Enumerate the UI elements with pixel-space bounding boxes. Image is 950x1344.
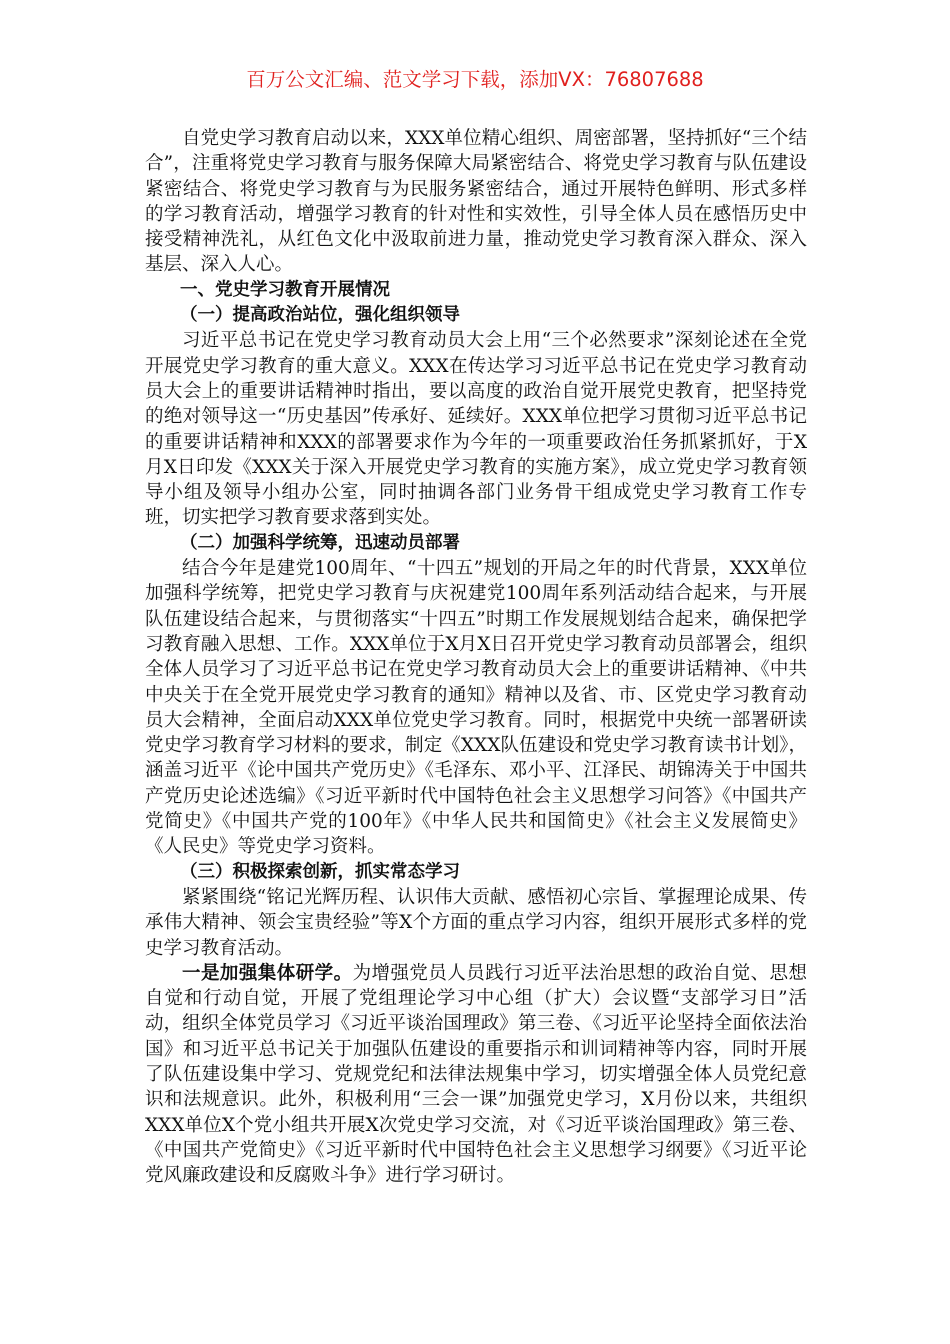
download-banner: 百万公文汇编、范文学习下载，添加VX：76807688 [246, 68, 704, 91]
paragraph-1: 习近平总书记在党史学习教育动员大会上用“三个必然要求”深刻论述在全党开展党史学习教育的重大意义。XXX在传达学习习近平总书记在党史学习教育动员大会上的重要讲话精神时指出，要以高度的政治自觉开展党史教育，把坚持党的绝对领导这一“历史基因”传承好、延续好。XXX单位把学习贯彻习近平总书记的重要讲话精神和XXX的部署要求作为今年的一项重要政治任务抓紧抓好，于X月X日印发《XXX关于深入开展党史学习教育的实施方案》，成立党史学习教育领导小组及领导小组办公室，同时抽调各部门业务骨干组成党史学习教育工作专班，切实把学习教育要求落到实处。 [145, 330, 807, 529]
paragraph-4 [145, 961, 807, 1189]
document-body [145, 126, 807, 1188]
subsection-heading-1: （一）提高政治站位，强化组织领导 [180, 305, 460, 326]
paragraph-4-text: 为增强党员人员践行习近平法治思想的政治自觉、思想自觉和行动自觉，开展了党组理论学习中心组（扩大）会议暨“支部学习日”活动，组织全体党员学习《习近平谈治国理政》第三卷、《习近平论坚持全面依法治国》和习近平总书记关于加强队伍建设的重要指示和训词精神等内容，同时开展了队伍建设集中学习、党规党纪和法律法规集中学习，切实增强全体人员党纪意识和法规意识。此外，积极利用“三会一课”加强党史学习，X月份以来，共组织XXX单位X个党小组共开展X次党史学习交流，对《习近平谈治国理政》第三卷、《中国共产党简史》《习近平新时代中国特色社会主义思想学习纲要》《习近平论党风廉政建设和反腐败斗争》进行学习研讨。 [145, 962, 807, 1187]
section-heading: 一、党史学习教育开展情况 [180, 279, 390, 300]
subsection-heading-3: （三）积极探索创新，抓实常态学习 [180, 861, 460, 882]
paragraph-3: 紧紧围绕“铭记光辉历程、认识伟大贡献、感悟初心宗旨、掌握理论成果、传承伟大精神、领会宝贵经验”等X个方面的重点学习内容，组织开展形式多样的党史学习教育活动。 [145, 886, 807, 959]
intro-paragraph: 自党史学习教育启动以来，XXX单位精心组织、周密部署，坚持抓好“三个结合”，注重将党史学习教育与服务保障大局紧密结合、将党史学习教育与队伍建设紧密结合、将党史学习教育与为民服务紧密结合，通过开展特色鲜明、形式多样的学习教育活动，增强学习教育的针对性和实效性，引导全体人员在感悟历史中接受精神洗礼，从红色文化中汲取前进力量，推动党史学习教育深入群众、深入基层、深入人心。 [145, 128, 807, 276]
paragraph-2: 结合今年是建党100周年、“十四五”规划的开局之年的时代背景，XXX单位加强科学统筹，把党史学习教育与庆祝建党100周年系列活动结合起来，与开展队伍建设结合起来，与贯彻落实“十四五”时期工作发展规划结合起来，确保把学习教育融入思想、工作。XXX单位于X月X日召开党史学习教育动员部署会，组织全体人员学习了习近平总书记在党史学习教育动员大会上的重要讲话精神、《中共中央关于在全党开展党史学习教育的通知》精神以及省、市、区党史学习教育动员大会精神，全面启动XXX单位党史学习教育。同时，根据党中央统一部署研读党史学习教育学习材料的要求，制定《XXX队伍建设和党史学习教育读书计划》，涵盖习近平《论中国共产党历史》《毛泽东、邓小平、江泽民、胡锦涛关于中国共产党历史论述选编》《习近平新时代中国特色社会主义思想学习问答》《中国共产党简史》《中国共产党的100年》《中华人民共和国简史》《社会主义发展简史》《人民史》等党史学习资料。 [145, 558, 807, 858]
subsection-heading-2: （二）加强科学统筹，迅速动员部署 [180, 532, 460, 553]
paragraph-4-lead: 一是加强集体研学。 [182, 962, 353, 984]
